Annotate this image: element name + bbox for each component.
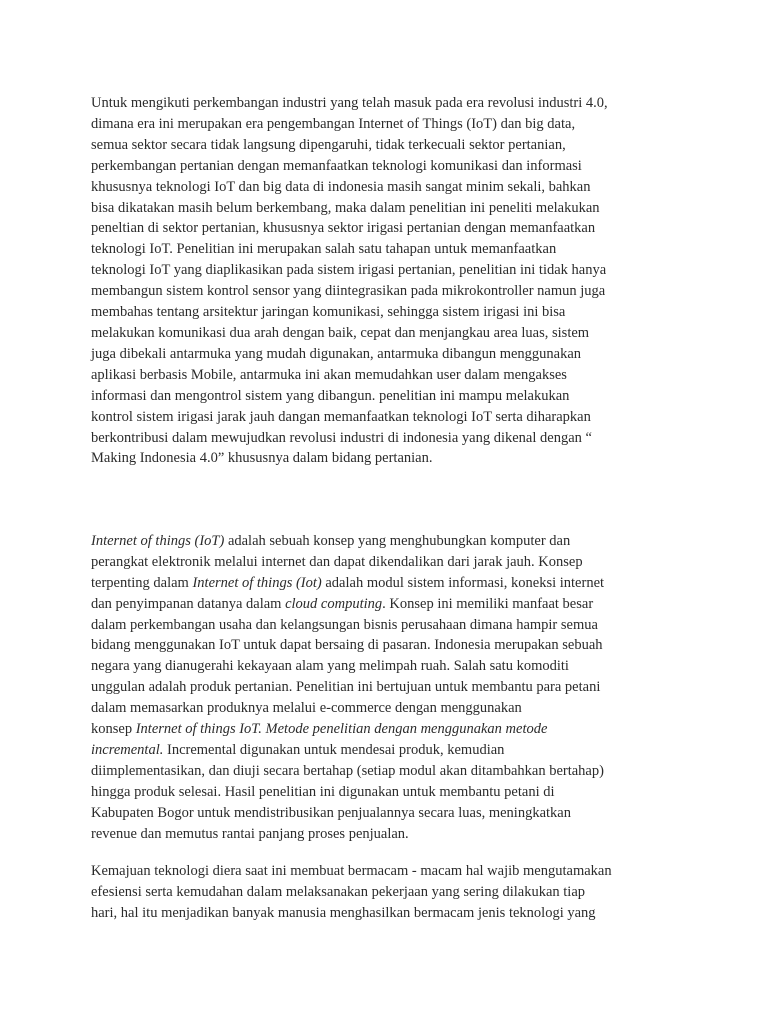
text-segment: Internet of things IoT. Metode penelitian dengan menggunakan metode incremental. (91, 721, 548, 758)
text-segment: . Konsep ini memiliki manfaat besar dalam perkembangan usaha dan kelangsungan bisnis perusahaan dimana hampir semua bidang menggunakan IoT untuk dapat bersaing di pasaran. Indonesia merupakan sebuah negara yang dianugerahi kekayaan alam yang melimpah ruah. Salah satu komoditi unggulan adalah produk pertanian. Penelitian ini bertujuan untuk membantu para petani dalam memasarkan produknya melalui e-commerce dengan menggunakan konsep (91, 595, 603, 738)
text-segment: adalah sebuah konsep yang menghubungkan komputer dan perangkat elektronik melalui internet dan dapat dikendalikan dari jarak jauh. Konsep terpenting dalam (91, 532, 583, 591)
document-body (91, 93, 691, 921)
text-segment: Incremental digunakan untuk mendesai produk, kemudian diimplementasikan, dan diuji secara bertahap (setiap modul akan ditambahkan bertahap) hingga produk selesai. Hasil penelitian ini digunakan untuk membantu petani di Kabupaten Bogor untuk mendistribusikan penjualannya secara luas, meningkatkan revenue dan memutus rantai panjang proses penjualan. (91, 741, 604, 842)
paragraph-kemajuan-teknologi: Kemajuan teknologi diera saat ini membuat bermacam - macam hal wajib mengutamakan efesiensi serta kemudahan dalam melaksanakan pekerjaan yang sering dilakukan tiap hari, hal itu menjadikan banyak manusia menghasilkan bermacam jenis teknologi yang (91, 863, 612, 921)
text-segment: adalah modul sistem informasi, koneksi internet dan penyimpanan datanya dalam (91, 574, 605, 612)
paragraph-revolusi-industri: Untuk mengikuti perkembangan industri yang telah masuk pada era revolusi industri 4.0, dimana era ini merupakan era pengembangan Internet of Things (IoT) dan big data, semua sektor secara tidak langsung dipengaruhi, tidak terkecuali sektor pertanian, perkembangan pertanian dengan memanfaatkan teknologi komunikasi dan informasi khususnya teknologi IoT dan big data di indonesia masih sangat minim sekali, bahkan bisa dikatakan masih belum berkembang, maka dalam penelitian ini peneliti melakukan peneltian di sektor pertanian, khususnya sektor irigasi pertanian dengan memanfaatkan teknologi IoT. Penelitian ini merupakan salah satu tahapan untuk memanfaatkan teknologi IoT yang diaplikasikan pada sistem irigasi pertanian, penelitian ini tidak hanya membangun sistem kontrol sensor yang diintegrasikan pada mikrokontroller namun juga membahas tentang arsitektur jaringan komunikasi, sehingga sistem irigasi ini bisa melakukan komunikasi dua arah dengan baik, cepat dan menjangkau area luas, sistem juga dibekali antarmuka yang mudah digunakan, antarmuka dibangun menggunakan aplikasi berbasis Mobile, antarmuka ini akan memudahkan user dalam mengakses informasi dan mengontrol sistem yang dibangun. penelitian ini mampu melakukan kontrol sistem irigasi jarak jauh dangan memanfaatkan teknologi IoT serta diharapkan berkontribusi dalam mewujudkan revolusi industri di indonesia yang dikenal dengan “ Making Indonesia 4.0” khususnya dalam bidang pertanian. (91, 95, 608, 467)
paragraph-internet-of-things (91, 510, 691, 845)
text-segment: cloud computing (285, 595, 383, 612)
text-segment: Internet of things (Iot) (192, 574, 322, 591)
text-segment: Internet of things (IoT) (91, 532, 225, 549)
